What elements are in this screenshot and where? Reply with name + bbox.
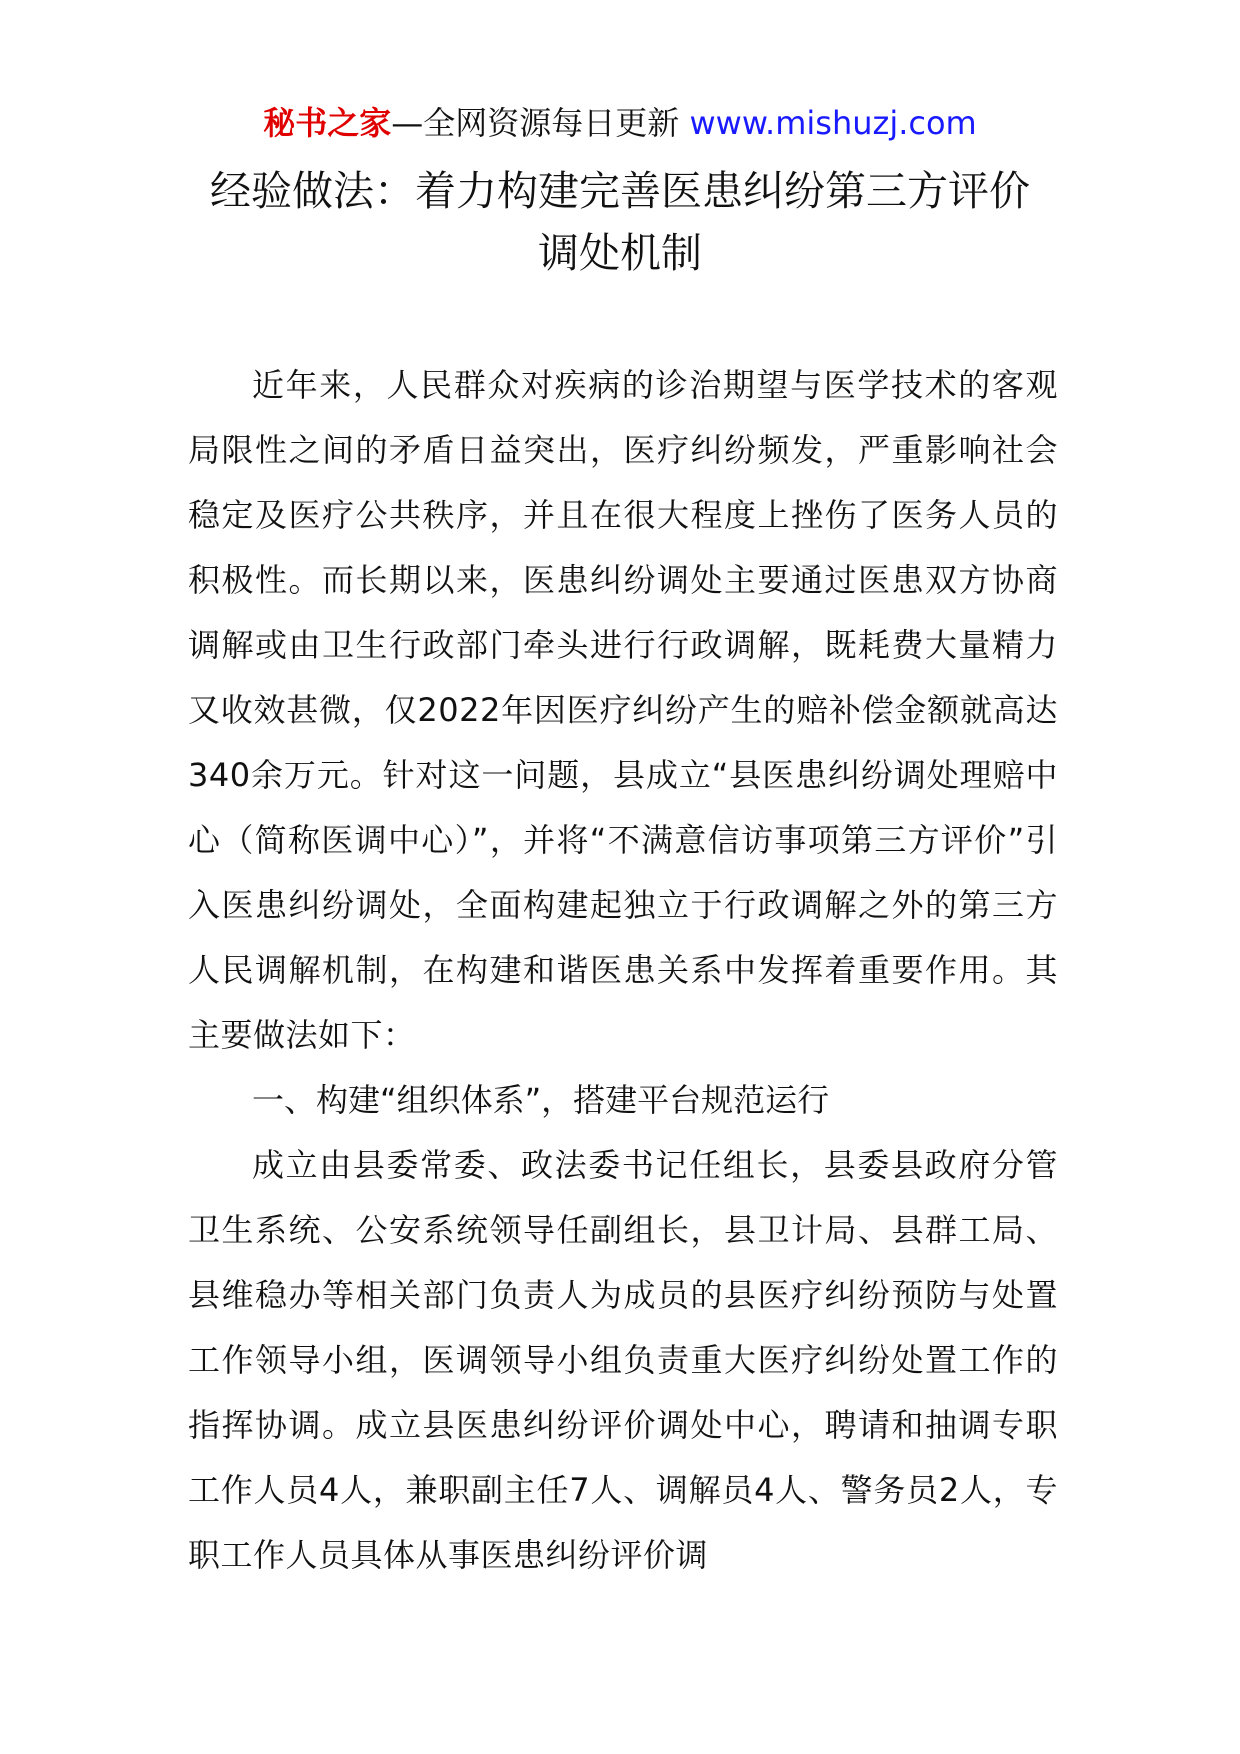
header-tagline: —全网资源每日更新	[391, 104, 680, 142]
paragraph-organization: 成立由县委常委、政法委书记任组长，县委县政府分管卫生系统、公安系统领导任副组长，县卫计局、县群工局、县维稳办等相关部门负责人为成员的县医疗纠纷预防与处置工作领导小组，医调领导小组负责重大医疗纠纷处置工作的指挥协调。成立县医患纠纷评价调处中心，聘请和抽调专职工作人员4人，兼职副主任7人、调解员4人、警务员2人，专职工作人员具体从事医患纠纷评价调	[188, 1146, 1058, 1574]
site-url-link[interactable]: www.mishuzj.com	[689, 104, 977, 142]
brand-name: 秘书之家	[263, 104, 392, 142]
title-line-2: 调处机制	[538, 229, 702, 277]
paragraph-intro: 近年来，人民群众对疾病的诊治期望与医学技术的客观局限性之间的矛盾日益突出，医疗纠纷频发，严重影响社会稳定及医疗公共秩序，并且在很大程度上挫伤了医务人员的积极性。而长期以来，医患纠纷调处主要通过医患双方协商调解或由卫生行政部门牵头进行行政调解，既耗费大量精力又收效甚微，仅2022年因医疗纠纷产生的赔补偿金额就高达340余万元。针对这一问题，县成立“县医患纠纷调处理赔中心（简称医调中心）”，并将“不满意信访事项第三方评价”引入医患纠纷调处，全面构建起独立于行政调解之外的第三方人民调解机制，在构建和谐医患关系中发挥着重要作用。其主要做法如下：	[188, 366, 1058, 1054]
title-line-1: 经验做法：着力构建完善医患纠纷第三方评价	[210, 167, 1030, 215]
document-body	[188, 353, 1058, 1588]
document-title	[150, 160, 1090, 284]
section-heading-1: 一、构建“组织体系”，搭建平台规范运行	[252, 1081, 830, 1119]
site-header	[0, 100, 1240, 146]
